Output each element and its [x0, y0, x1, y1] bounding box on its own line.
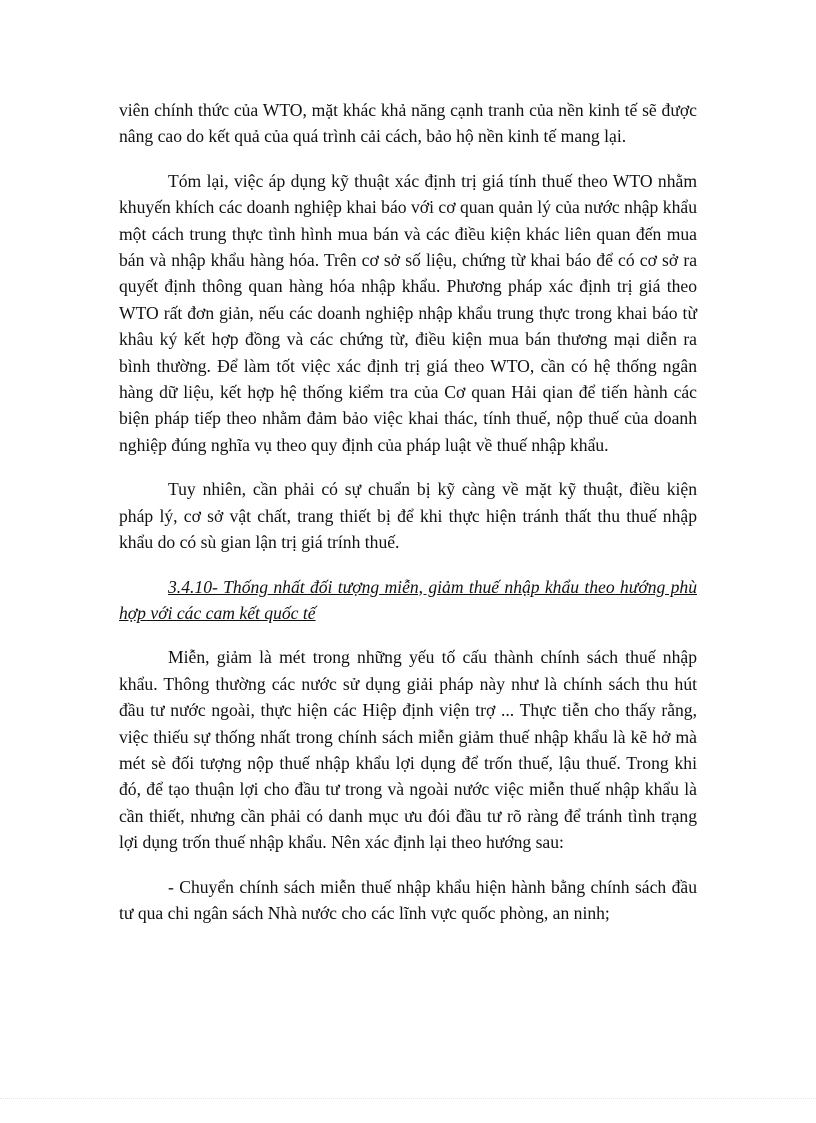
paragraph-summary: Tóm lại, việc áp dụng kỹ thuật xác định trị giá tính thuế theo WTO nhằm khuyến khích các doanh nghiệp khai báo với cơ quan quản lý của nước nhập khẩu một cách trung thực tình hình mua bán và các điều kiện khác liên quan đến mua bán và nhập khẩu hàng hóa. Trên cơ sở số liệu, chứng từ khai báo để có cơ sở ra quyết định thông quan hàng hóa nhập khẩu. Phương pháp xác định trị giá theo WTO rất đơn giản, nếu các doanh nghiệp nhập khẩu trung thực trong khai báo từ khâu ký kết hợp đồng và các chứng từ, điều kiện mua bán thương mại diễn ra bình thường. Để làm tốt việc xác định trị giá theo WTO, cần có hệ thống ngân hàng dữ liệu, kết hợp hệ thống kiểm tra của Cơ quan Hải qian để tiến hành các biện pháp tiếp theo nhằm đảm bảo việc khai thác, tính thuế, nộp thuế của doanh nghiệp đúng nghĩa vụ theo quy định của pháp luật về thuế nhập khẩu. [119, 170, 697, 455]
paragraph-however: Tuy nhiên, cần phải có sự chuẩn bị kỹ càng về mặt kỹ thuật, điều kiện pháp lý, cơ sở vật chất, trang thiết bị để khi thực hiện tránh thất thu thuế nhập khẩu do có sù gian lận trị giá trính thuế. [119, 479, 697, 553]
paragraph-continuation: viên chính thức của WTO, mặt khác khả năng cạnh tranh của nền kinh tế sẽ được nâng cao do kết quả của quá trình cải cách, bảo hộ nền kinh tế mang lại. [119, 100, 697, 147]
list-item-budget-policy: - Chuyển chính sách miễn thuế nhập khẩu hiện hành bằng chính sách đầu tư qua chi ngân sách Nhà nước cho các lĩnh vực quốc phòng, an ninh; [119, 876, 697, 923]
document-page [119, 97, 697, 926]
paragraph-exemption: Miễn, giảm là mét trong những yếu tố cấu thành chính sách thuế nhập khẩu. Thông thường các nước sử dụng giải pháp này như là chính sách thu hút đầu tư nước ngoài, thực hiện các Hiệp định viện trợ ... Thực tiễn cho thấy rằng, việc thiếu sự thống nhất trong chính sách miễn giảm thuế nhập khẩu là kẽ hở mà mét sè đối tượng nộp thuế nhập khẩu lợi dụng để trốn thuế, lậu thuế. Trong khi đó, để tạo thuận lợi cho đầu tư trong và ngoài nước việc miễn thuế nhập khẩu là cần thiết, nhưng cần phải có danh mục ưu đói đầu tư rõ ràng để tránh tình trạng lợi dụng trốn thuế nhập khẩu. Nên xác định lại theo hướng sau: [119, 647, 697, 853]
footer-divider [0, 1098, 816, 1099]
section-heading: 3.4.10- Thống nhất đối tượng miễn, giảm thuế nhập khẩu theo hướng phù hợp với các cam kết quốc tế [119, 576, 697, 623]
